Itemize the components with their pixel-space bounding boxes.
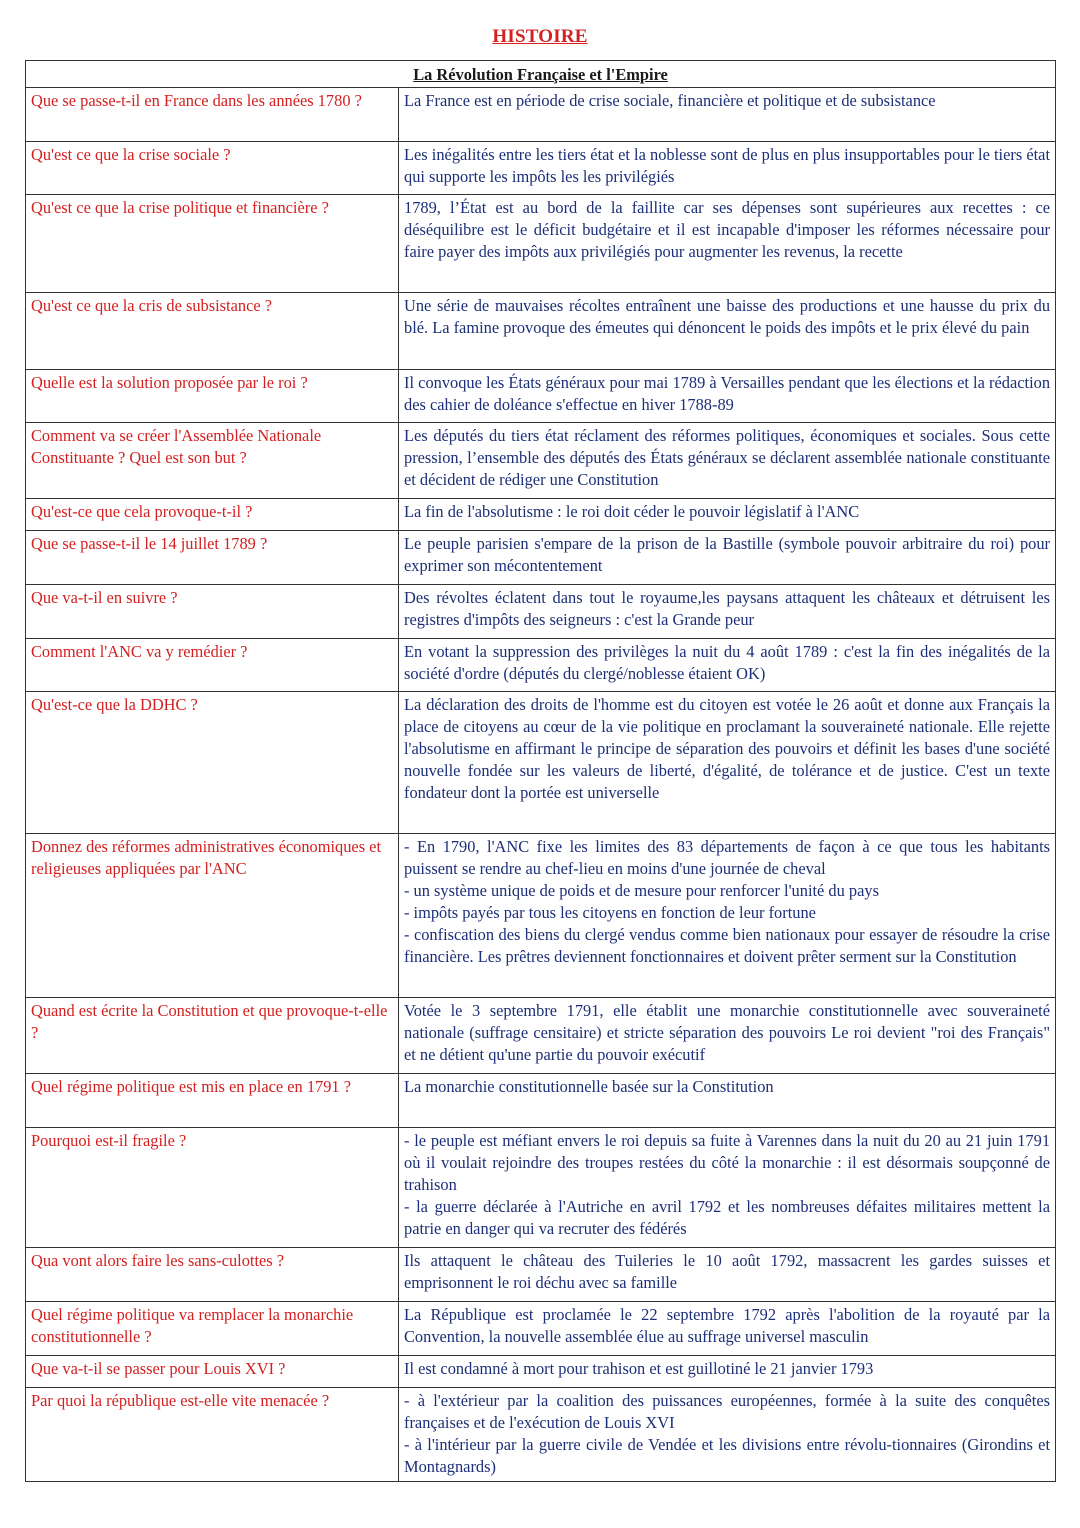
qa-table <box>25 60 1056 1482</box>
answer-text: La monarchie constitutionnelle basée sur la Constitution <box>404 1077 774 1096</box>
question-cell: Comment l'ANC va y remédier ? <box>26 639 399 692</box>
qa-row <box>26 1302 1056 1356</box>
question-cell: Qua vont alors faire les sans-culottes ? <box>26 1248 399 1302</box>
question-cell: Quand est écrite la Constitution et que provoque-t-elle ? <box>26 998 399 1074</box>
qa-row <box>26 834 1056 998</box>
question-cell: Que se passe-t-il le 14 juillet 1789 ? <box>26 531 399 585</box>
qa-row <box>26 88 1056 142</box>
question-cell: Quel régime politique est mis en place en 1791 ? <box>26 1074 399 1128</box>
answer-text: La République est proclamée le 22 septembre 1792 après l'abolition de la royauté par la Convention, la nouvelle assemblée élue au suffrage universel masculin <box>404 1305 1051 1346</box>
section-heading-row <box>26 61 1056 88</box>
answer-text: 1789, l’État est au bord de la faillite car ses dépenses sont supérieures aux recettes : ce déséquilibre est le déficit budgétaire et il est incapable d'imposer les réformes nécessaire pour faire payer des impôts aux privilégiés pour augmenter les revenus, la recette <box>404 198 1051 261</box>
answer-cell <box>399 195 1056 293</box>
qa-row <box>26 499 1056 531</box>
question-cell: Qu'est-ce que cela provoque-t-il ? <box>26 499 399 531</box>
question-cell: Qu'est ce que la crise sociale ? <box>26 142 399 195</box>
answer-cell <box>399 1248 1056 1302</box>
answer-cell <box>399 370 1056 423</box>
answer-text: En votant la suppression des privilèges la nuit du 4 août 1789 : c'est la fin des inégalités de la société d'ordre (députés du clergé/noblesse étaient OK) <box>404 642 1051 683</box>
answer-text: - à l'intérieur par la guerre civile de Vendée et les divisions entre révolu-tionnaires (Girondins et Montagnards) <box>404 1435 1051 1476</box>
qa-row <box>26 585 1056 639</box>
question-cell: Que se passe-t-il en France dans les années 1780 ? <box>26 88 399 142</box>
answer-cell <box>399 639 1056 692</box>
answer-text: Ils attaquent le château des Tuileries le 10 août 1792, massacrent les gardes suisses et emprisonnent le roi déchu avec sa famille <box>404 1251 1051 1292</box>
qa-row <box>26 1388 1056 1482</box>
question-cell: Comment va se créer l'Assemblée Nationale Constituante ? Quel est son but ? <box>26 423 399 499</box>
question-cell: Que va-t-il en suivre ? <box>26 585 399 639</box>
answer-cell <box>399 423 1056 499</box>
answer-cell <box>399 531 1056 585</box>
answer-text: - confiscation des biens du clergé vendus comme bien nationaux pour essayer de résoudre la crise financière. Les prêtres deviennent fonctionnaires et doivent prêter serment sur la Constitution <box>404 925 1051 966</box>
answer-text: - En 1790, l'ANC fixe les limites des 83 départements de façon à ce que tous les habitants puissent se rendre au chef-lieu en moins d'une journée de cheval <box>404 837 1051 878</box>
answer-cell <box>399 1388 1056 1482</box>
answer-text: Une série de mauvaises récoltes entraînent une baisse des productions et une hausse du prix du blé. La famine provoque des émeutes qui dénoncent le poids des impôts et le prix élevé du pain <box>404 296 1051 337</box>
qa-row <box>26 370 1056 423</box>
answer-text: Votée le 3 septembre 1791, elle établit une monarchie constitutionnelle avec souveraineté nationale (suffrage censitaire) et stricte séparation des pouvoirs Le roi devient "roi des Français" et ne détient qu'une partie du pouvoir exécutif <box>404 1001 1051 1064</box>
question-cell: Par quoi la république est-elle vite menacée ? <box>26 1388 399 1482</box>
answer-text: Les députés du tiers état réclament des réformes politiques, économiques et sociales. Sous cette pression, l’ensemble des députés des États généraux se déclarent assemblée nationale constituante et décident de rédiger une Constitution <box>404 426 1051 489</box>
answer-cell <box>399 1074 1056 1128</box>
qa-row <box>26 1356 1056 1388</box>
answer-text: - à l'extérieur par la coalition des puissances européennes, formée à la suite des conquêtes françaises et de l'exécution de Louis XVI <box>404 1391 1051 1432</box>
answer-text: - un système unique de poids et de mesure pour renforcer l'unité du pays <box>404 881 879 900</box>
qa-row <box>26 1074 1056 1128</box>
qa-row <box>26 1128 1056 1248</box>
answer-cell <box>399 293 1056 370</box>
question-cell: Qu'est-ce que la DDHC ? <box>26 692 399 834</box>
qa-row <box>26 142 1056 195</box>
answer-cell <box>399 88 1056 142</box>
answer-cell <box>399 998 1056 1074</box>
question-cell: Qu'est ce que la crise politique et financière ? <box>26 195 399 293</box>
answer-cell <box>399 585 1056 639</box>
answer-text: Des révoltes éclatent dans tout le royaume,les paysans attaquent les châteaux et détruisent les registres d'impôts des seigneurs : c'est la Grande peur <box>404 588 1051 629</box>
answer-text: - la guerre déclarée à l'Autriche en avril 1792 et les nombreuses défaites militaires mettent la patrie en danger qui va recruter des fédérés <box>404 1197 1051 1238</box>
qa-row <box>26 195 1056 293</box>
answer-text: - impôts payés par tous les citoyens en fonction de leur fortune <box>404 903 816 922</box>
qa-row <box>26 639 1056 692</box>
qa-row <box>26 531 1056 585</box>
qa-row <box>26 1248 1056 1302</box>
answer-text: Il convoque les États généraux pour mai 1789 à Versailles pendant que les élections et la rédaction des cahier de doléance s'effectue en hiver 1788-89 <box>404 373 1051 414</box>
qa-row <box>26 423 1056 499</box>
answer-text: La déclaration des droits de l'homme est du citoyen est votée le 26 août et donne aux Français la place de citoyens au cœur de la vie politique en proclamant la souveraineté nationale. Elle rejette l'absolutisme en affirmant le principe de séparation des pouvoirs et définit les bases d'une société nouvelle fondée sur les valeurs de liberté, d'égalité, de tolérance et de justice. C'est un texte fondateur dont la portée est universelle <box>404 695 1051 802</box>
qa-row <box>26 692 1056 834</box>
answer-cell <box>399 499 1056 531</box>
answer-text: La fin de l'absolutisme : le roi doit céder le pouvoir législatif à l'ANC <box>404 502 860 521</box>
answer-cell <box>399 1302 1056 1356</box>
qa-row <box>26 293 1056 370</box>
question-cell: Donnez des réformes administratives économiques et religieuses appliquées par l'ANC <box>26 834 399 998</box>
answer-text: Le peuple parisien s'empare de la prison de la Bastille (symbole pouvoir arbitraire du roi) pour exprimer son mécontentement <box>404 534 1051 575</box>
answer-text: - le peuple est méfiant envers le roi depuis sa fuite à Varennes dans la nuit du 20 au 21 juin 1791 où il voulait rejoindre des troupes restées du côté la monarchie : il est désormais soupçonné de trahison <box>404 1131 1051 1194</box>
section-heading: La Révolution Française et l'Empire <box>26 61 1056 88</box>
question-cell: Quelle est la solution proposée par le roi ? <box>26 370 399 423</box>
answer-cell <box>399 142 1056 195</box>
answer-text: La France est en période de crise sociale, financière et politique et de subsistance <box>404 91 936 110</box>
answer-cell <box>399 1128 1056 1248</box>
question-cell: Pourquoi est-il fragile ? <box>26 1128 399 1248</box>
question-cell: Que va-t-il se passer pour Louis XVI ? <box>26 1356 399 1388</box>
question-cell: Quel régime politique va remplacer la monarchie constitutionnelle ? <box>26 1302 399 1356</box>
qa-table-body <box>26 61 1056 1482</box>
answer-text: Il est condamné à mort pour trahison et est guillotiné le 21 janvier 1793 <box>404 1359 874 1378</box>
answer-cell <box>399 692 1056 834</box>
answer-text: Les inégalités entre les tiers état et la noblesse sont de plus en plus insupportables pour le tiers état qui supporte les impôts les les privilégiés <box>404 145 1051 186</box>
qa-row <box>26 998 1056 1074</box>
answer-cell <box>399 1356 1056 1388</box>
page-title: HISTOIRE <box>492 26 588 47</box>
question-cell: Qu'est ce que la cris de subsistance ? <box>26 293 399 370</box>
answer-cell <box>399 834 1056 998</box>
